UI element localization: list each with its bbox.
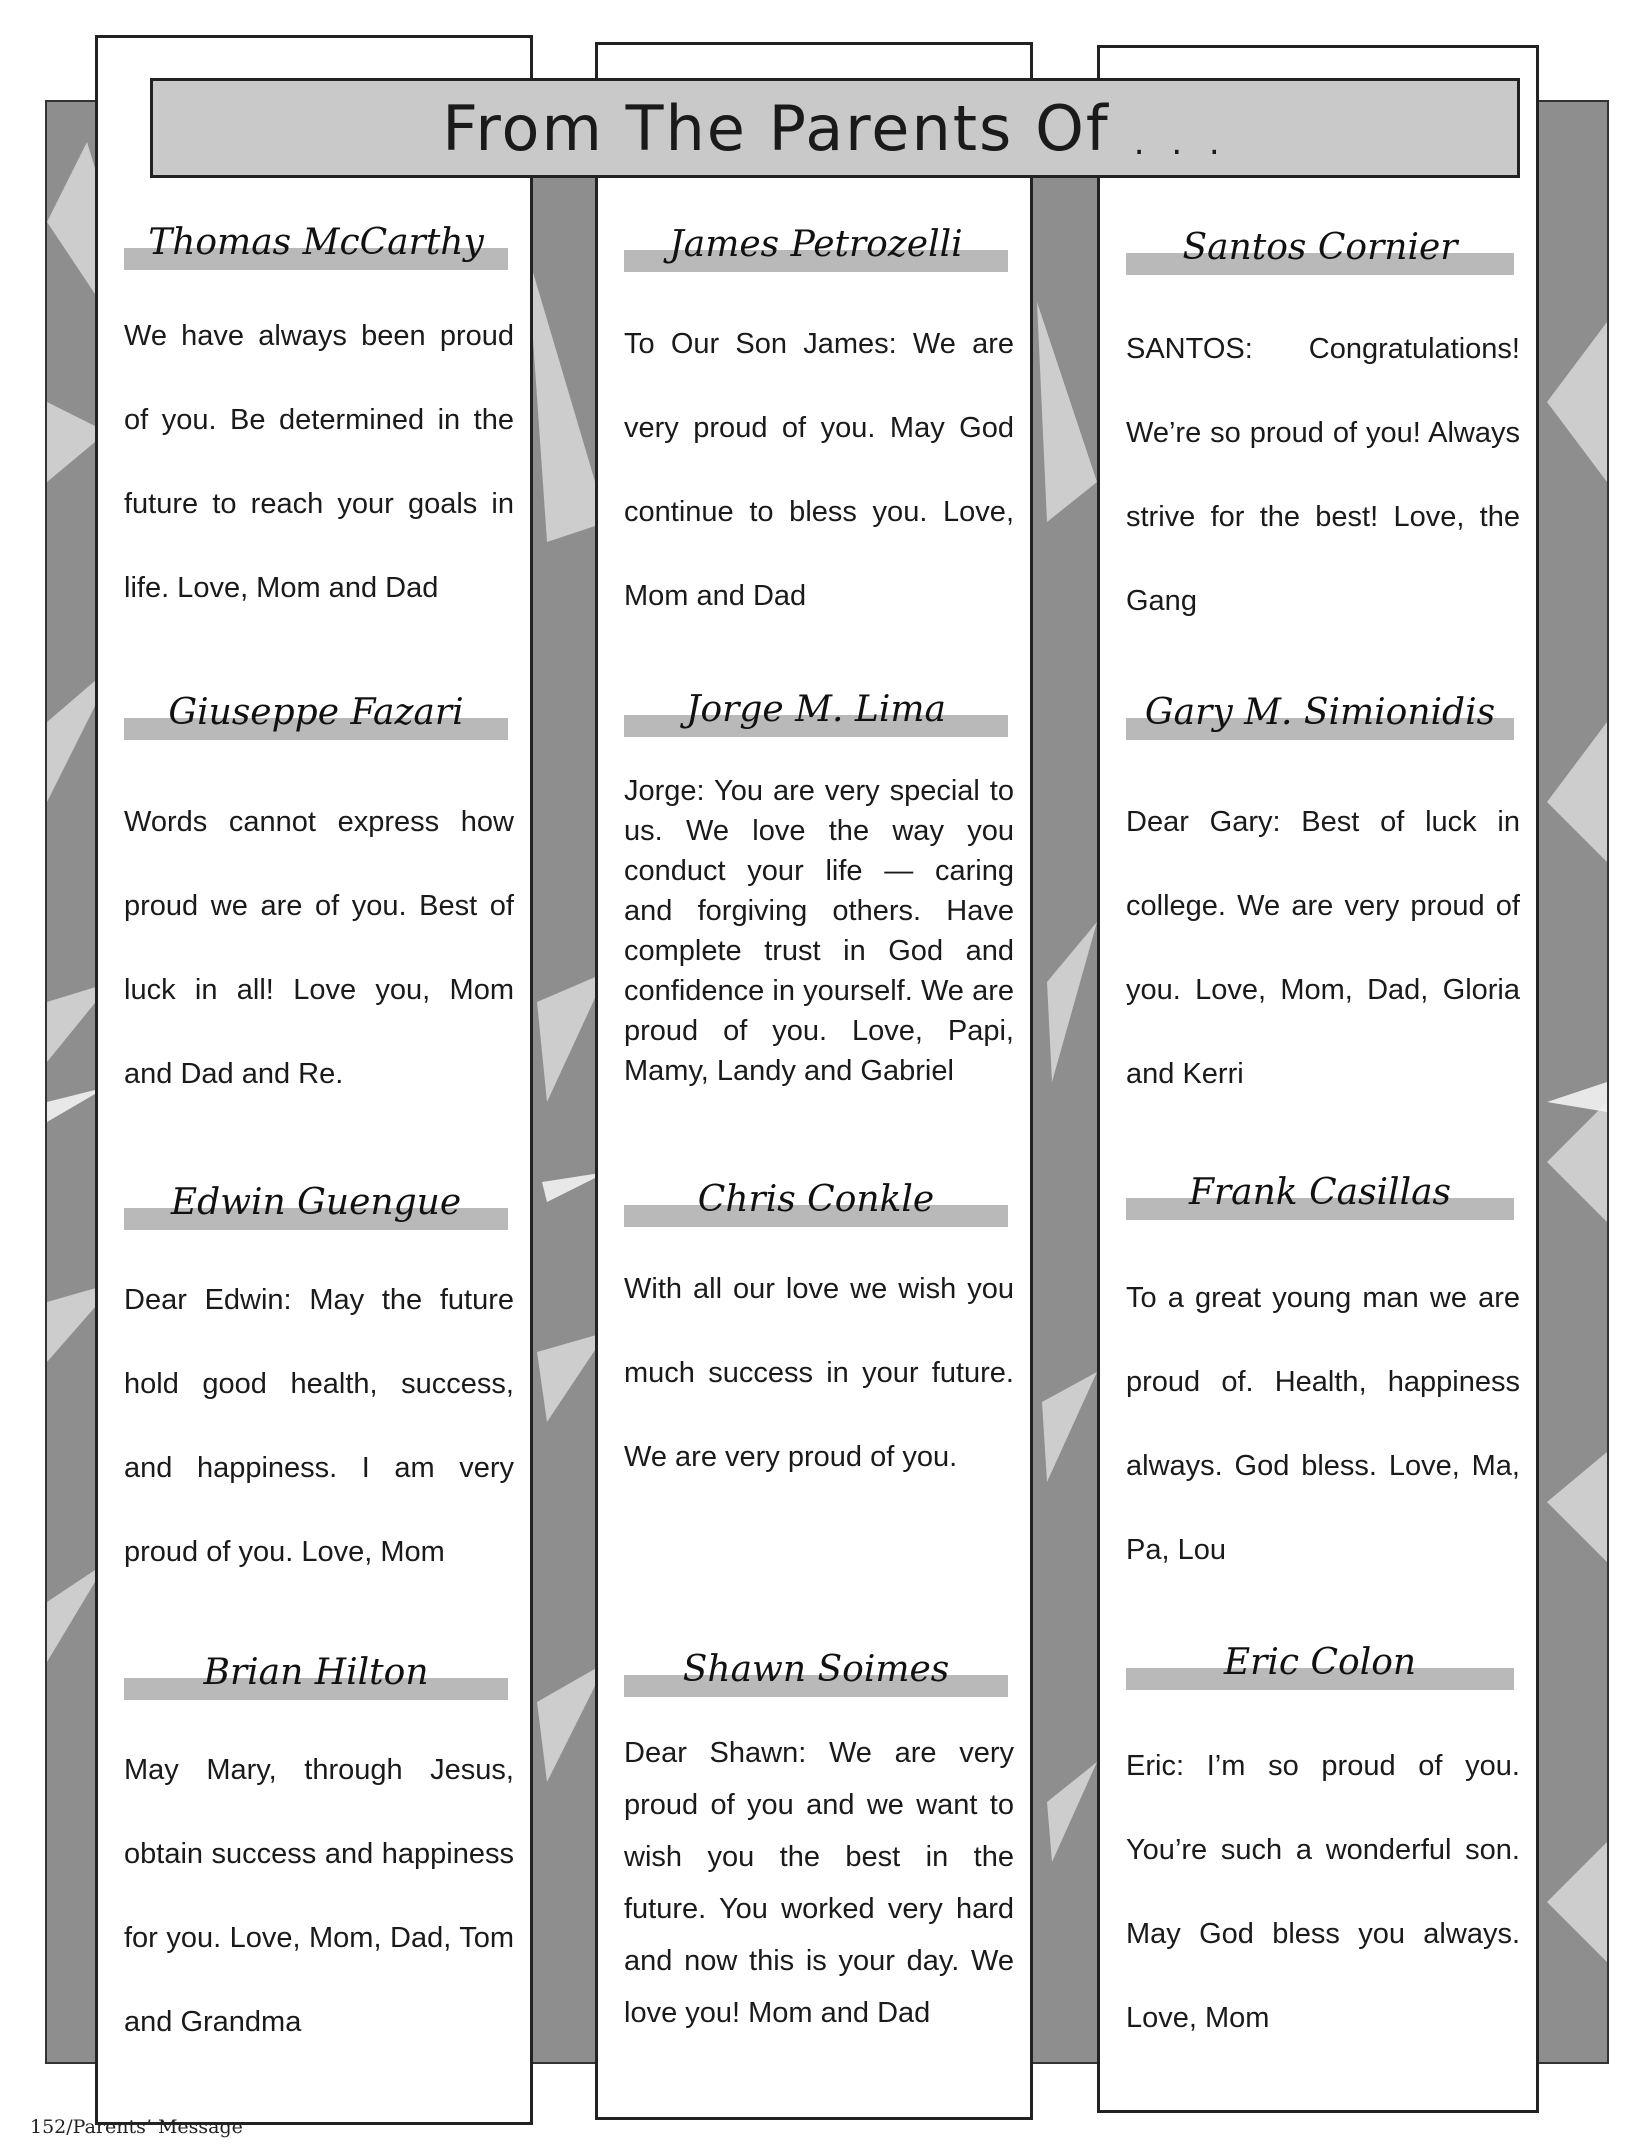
parent-message: Dear Gary: Best of luck in college. We are very proud of you. Love, Mom, Dad, Gloria and Kerri — [1126, 806, 1520, 1090]
title-banner — [150, 78, 1520, 178]
name-bar — [624, 1179, 1008, 1227]
message-entry — [598, 224, 1030, 638]
parent-message: Dear Edwin: May the future hold good health, success, and happiness. I am very proud of you. Love, Mom — [124, 1284, 514, 1568]
parent-message: Eric: I’m so proud of you. You’re such a wonderful son. May God bless you always. Love, Mom — [1126, 1750, 1520, 2034]
message-entry — [98, 222, 530, 630]
parent-message: We have always been proud of you. Be determined in the future to reach your goals in life. Love, Mom and Dad — [124, 320, 514, 604]
message-entry — [1100, 692, 1536, 1116]
student-name: Jorge M. Lima — [686, 689, 946, 730]
title-ellipsis: . . . — [1133, 123, 1228, 163]
name-bar — [124, 1182, 508, 1230]
page-title: From The Parents Of — [442, 91, 1110, 165]
name-bar — [1126, 227, 1514, 275]
student-name: Shawn Soimes — [682, 1649, 950, 1690]
student-name: Santos Cornier — [1182, 227, 1458, 268]
message-entry — [1100, 1172, 1536, 1592]
name-bar — [624, 1649, 1008, 1697]
message-entry — [598, 689, 1030, 1091]
name-bar — [1126, 1172, 1514, 1220]
message-entry — [598, 1179, 1030, 1499]
parent-message: With all our love we wish you much success in your future. We are very proud of you. — [624, 1273, 1014, 1473]
parent-message: To Our Son James: We are very proud of you. May God continue to bless you. Love, Mom and Dad — [624, 328, 1014, 612]
parent-message: Dear Shawn: We are very proud of you and we want to wish you the best in the future. You worked very hard and now this is your day. We love you! Mom and Dad — [624, 1737, 1014, 2029]
name-bar — [624, 224, 1008, 272]
student-name: Giuseppe Fazari — [168, 692, 464, 733]
message-column-2 — [595, 42, 1033, 2120]
student-name: Chris Conkle — [697, 1179, 935, 1220]
name-bar — [1126, 692, 1514, 740]
student-name: Eric Colon — [1223, 1642, 1417, 1683]
student-name: Thomas McCarthy — [148, 222, 484, 263]
parent-message: May Mary, through Jesus, obtain success and happiness for you. Love, Mom, Dad, Tom and Grandma — [124, 1754, 514, 2038]
student-name: Gary M. Simionidis — [1144, 692, 1496, 733]
student-name: Edwin Guengue — [170, 1182, 462, 1223]
page-number-label: 152/Parents’ Message — [30, 2116, 243, 2138]
name-bar — [124, 1652, 508, 1700]
student-name: James Petrozelli — [669, 224, 963, 265]
message-entry — [98, 692, 530, 1116]
message-entry — [1100, 1642, 1536, 2060]
parent-message: To a great young man we are proud of. Health, happiness always. God bless. Love, Ma, Pa, Lou — [1126, 1282, 1520, 1566]
name-bar — [1126, 1642, 1514, 1690]
name-bar — [124, 692, 508, 740]
message-entry — [98, 1182, 530, 1594]
parent-message: SANTOS: Congratulations! We’re so proud of you! Always strive for the best! Love, the Gang — [1126, 333, 1520, 617]
message-entry — [598, 1649, 1030, 2039]
message-column-3 — [1097, 45, 1539, 2113]
message-column-1 — [95, 35, 533, 2125]
message-entry — [1100, 227, 1536, 643]
message-entry — [98, 1652, 530, 2064]
parent-message: Jorge: You are very special to us. We love the way you conduct your life — caring and forgiving others. Have complete trust in God and confidence in yourself. We are proud of you. Love, Papi, Mamy, Landy and Gabriel — [624, 775, 1014, 1087]
student-name: Brian Hilton — [203, 1652, 429, 1693]
name-bar — [124, 222, 508, 270]
name-bar — [624, 689, 1008, 737]
student-name: Frank Casillas — [1188, 1172, 1452, 1213]
parent-message: Words cannot express how proud we are of you. Best of luck in all! Love you, Mom and Dad and Re. — [124, 806, 514, 1090]
